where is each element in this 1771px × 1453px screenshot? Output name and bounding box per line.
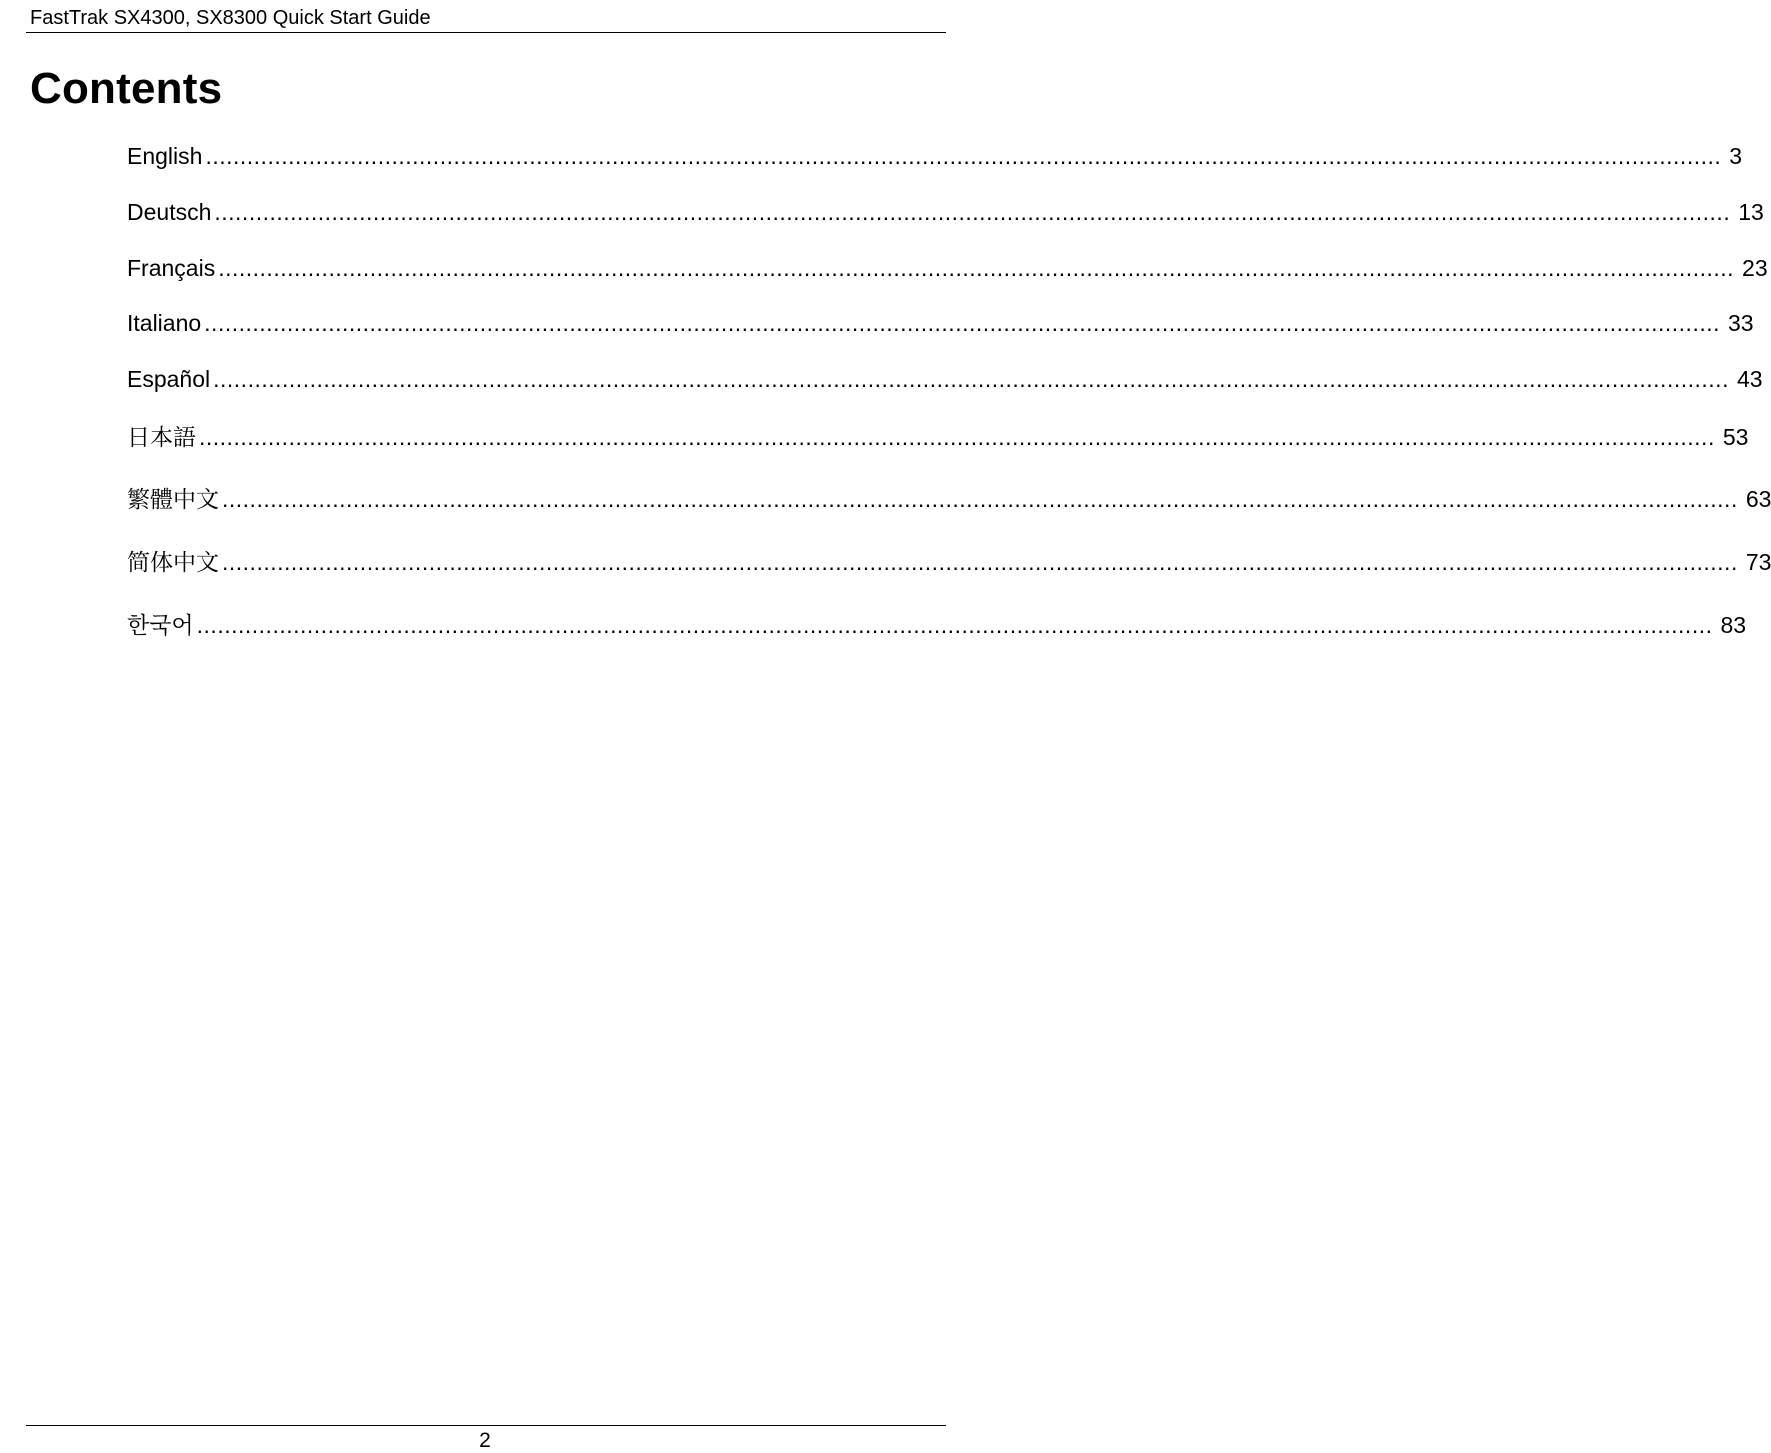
dot-leader: ............................................................................................................................................................................................................................ [214,199,1731,225]
dot-leader: ............................................................................................................................................................................................................................ [205,143,1722,169]
toc-entry-label: 简体中文 [127,549,219,575]
dot-leader: ............................................................................................................................................................................................................................ [218,255,1735,281]
toc-entry-page: 73 [1745,549,1771,575]
toc-entry-label: Deutsch [127,199,212,225]
footer-divider [26,1425,946,1426]
toc-entry-page: 13 [1738,199,1764,225]
toc-entry-deutsch[interactable] [127,197,1764,227]
toc-entry-page: 63 [1745,486,1771,512]
toc-entry-english[interactable] [127,141,1743,171]
dot-leader: ............................................................................................................................................................................................................................ [196,612,1713,638]
toc-entry-label: 日本語 [127,424,196,450]
toc-entry-label: 한국어 [127,612,194,638]
toc-entry-page: 53 [1722,424,1749,450]
dot-leader: ............................................................................................................................................................................................................................ [204,310,1721,336]
toc-entry-francais[interactable] [127,253,1768,283]
page-number: 2 [479,1429,491,1452]
dot-leader: ............................................................................................................................................................................................................................ [199,424,1715,450]
toc-entry-label: Italiano [127,310,202,336]
toc-entry-page: 43 [1736,366,1763,392]
toc-entry-label: 繁體中文 [127,486,219,512]
page-title: Contents [30,64,223,113]
toc-entry-italiano[interactable] [127,308,1754,338]
toc-entry-page: 33 [1728,310,1754,336]
toc-entry-page: 23 [1742,255,1768,281]
header-divider [26,32,946,33]
dot-leader: ............................................................................................................................................................................................................................ [213,366,1729,392]
toc-entry-label: Español [127,366,211,392]
running-header: FastTrak SX4300, SX8300 Quick Start Guide [30,7,431,29]
toc-entry-korean[interactable] [127,610,1747,640]
toc-entry-japanese[interactable] [127,422,1749,452]
toc-entry-label: English [127,143,203,169]
toc-entry-espanol[interactable] [127,364,1763,394]
toc-entry-page: 83 [1720,612,1747,638]
dot-leader: ............................................................................................................................................................................................................................ [222,486,1738,512]
toc-entry-label: Français [127,255,216,281]
toc-entry-simplified-chinese[interactable] [127,547,1771,577]
dot-leader: ............................................................................................................................................................................................................................ [222,549,1738,575]
toc-entry-traditional-chinese[interactable] [127,484,1771,514]
toc-entry-page: 3 [1729,143,1743,169]
